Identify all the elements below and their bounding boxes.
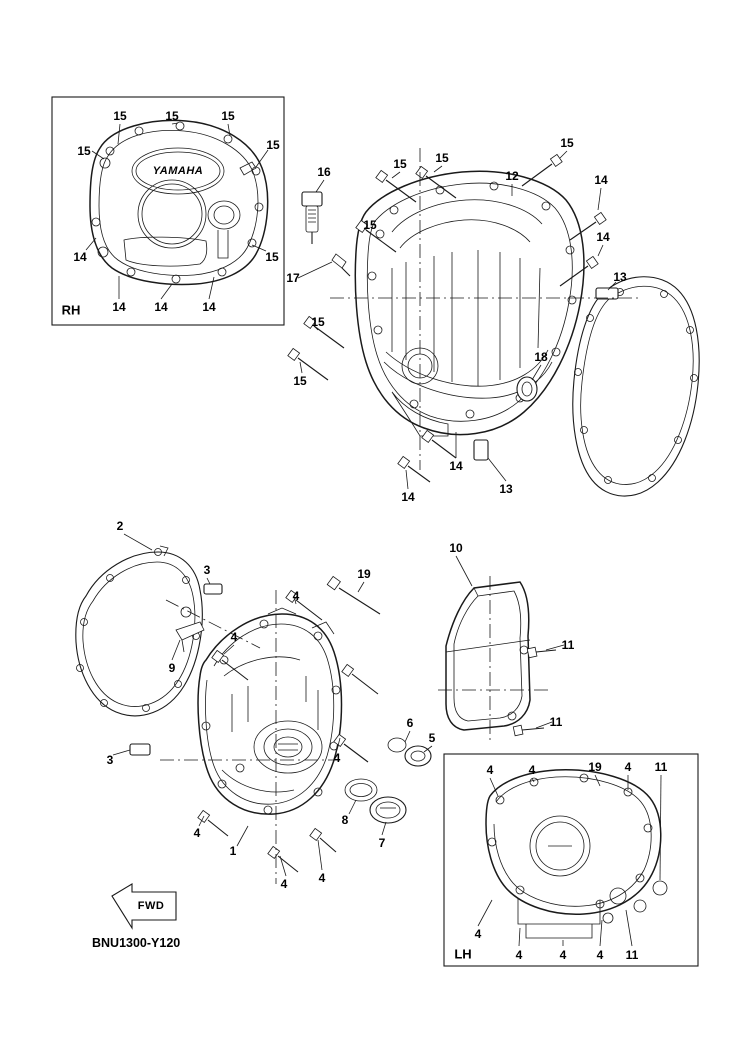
panel-label-lh: LH: [454, 946, 472, 962]
callout-number: 4: [318, 871, 326, 885]
callout-number: 15: [311, 315, 325, 329]
callout-number: 14: [596, 230, 610, 244]
callout-number: 11: [654, 760, 668, 774]
callout-number: 1: [229, 844, 237, 858]
callout-number: 15: [113, 109, 127, 123]
callout-number: 4: [280, 877, 288, 891]
callout-number: 15: [560, 136, 574, 150]
callout-number: 13: [499, 482, 513, 496]
callout-number: 14: [73, 250, 87, 264]
callout-number: 14: [202, 300, 216, 314]
crankcase-cover-right-assembly: [355, 171, 584, 436]
callout-number: 4: [193, 826, 201, 840]
callout-number: 15: [293, 374, 307, 388]
yamaha-logo-text: YAMAHA: [152, 165, 204, 177]
callout-number: 14: [154, 300, 168, 314]
callout-number: 3: [106, 753, 114, 767]
callout-number: 2: [116, 519, 124, 533]
callout-number: 15: [393, 157, 407, 171]
callout-number: 14: [401, 490, 415, 504]
cover-10-assembly: [438, 576, 556, 744]
callout-number: 14: [594, 173, 608, 187]
callout-number: 3: [203, 563, 211, 577]
callout-number: 15: [363, 218, 377, 232]
leaders-top-right: [298, 151, 616, 489]
oil-dipstick: [302, 192, 350, 276]
callout-number: 7: [378, 836, 386, 850]
callout-number: 9: [168, 661, 176, 675]
callout-number: 8: [341, 813, 349, 827]
panel-label-rh: RH: [61, 302, 81, 318]
callout-number: 4: [624, 760, 632, 774]
callout-number: 17: [286, 271, 300, 285]
callout-number: 4: [559, 948, 567, 962]
callout-number: 11: [561, 638, 575, 652]
callout-number: 5: [428, 731, 436, 745]
oil-seal-18: [517, 377, 537, 401]
callout-number: 6: [406, 716, 414, 730]
callout-number: 15: [435, 151, 449, 165]
callout-number: 15: [77, 144, 91, 158]
cap-7: [370, 797, 406, 823]
callout-number: 16: [317, 165, 331, 179]
callout-number: 4: [528, 763, 536, 777]
callout-number: 15: [266, 138, 280, 152]
crankcase-cover-left-assembly: [198, 608, 341, 814]
callout-number: 11: [549, 715, 563, 729]
callout-number: 4: [333, 751, 341, 765]
callout-number: 4: [515, 948, 523, 962]
callout-number: 10: [449, 541, 463, 555]
rh-inset-panel: [52, 97, 284, 325]
callout-number: 13: [613, 270, 627, 284]
callout-number: 11: [625, 948, 639, 962]
callout-number: 14: [112, 300, 126, 314]
callout-number: 4: [292, 589, 300, 603]
callout-number: 18: [534, 350, 548, 364]
gasket-right: [573, 277, 699, 496]
callout-number: 14: [449, 459, 463, 473]
callout-number: 15: [265, 250, 279, 264]
callout-number: 4: [474, 927, 482, 941]
callout-number: 4: [486, 763, 494, 777]
callout-number: 15: [165, 109, 179, 123]
callout-number: 15: [221, 109, 235, 123]
callout-number: 4: [596, 948, 604, 962]
callout-number: 19: [357, 567, 371, 581]
callout-number: 4: [230, 630, 238, 644]
part-code-label: BNU1300-Y120: [92, 936, 181, 950]
fwd-label: FWD: [137, 900, 165, 912]
lh-inset-panel: [444, 754, 698, 966]
callout-number: 12: [505, 169, 519, 183]
callout-number: 19: [588, 760, 602, 774]
oring-8: [345, 779, 377, 801]
